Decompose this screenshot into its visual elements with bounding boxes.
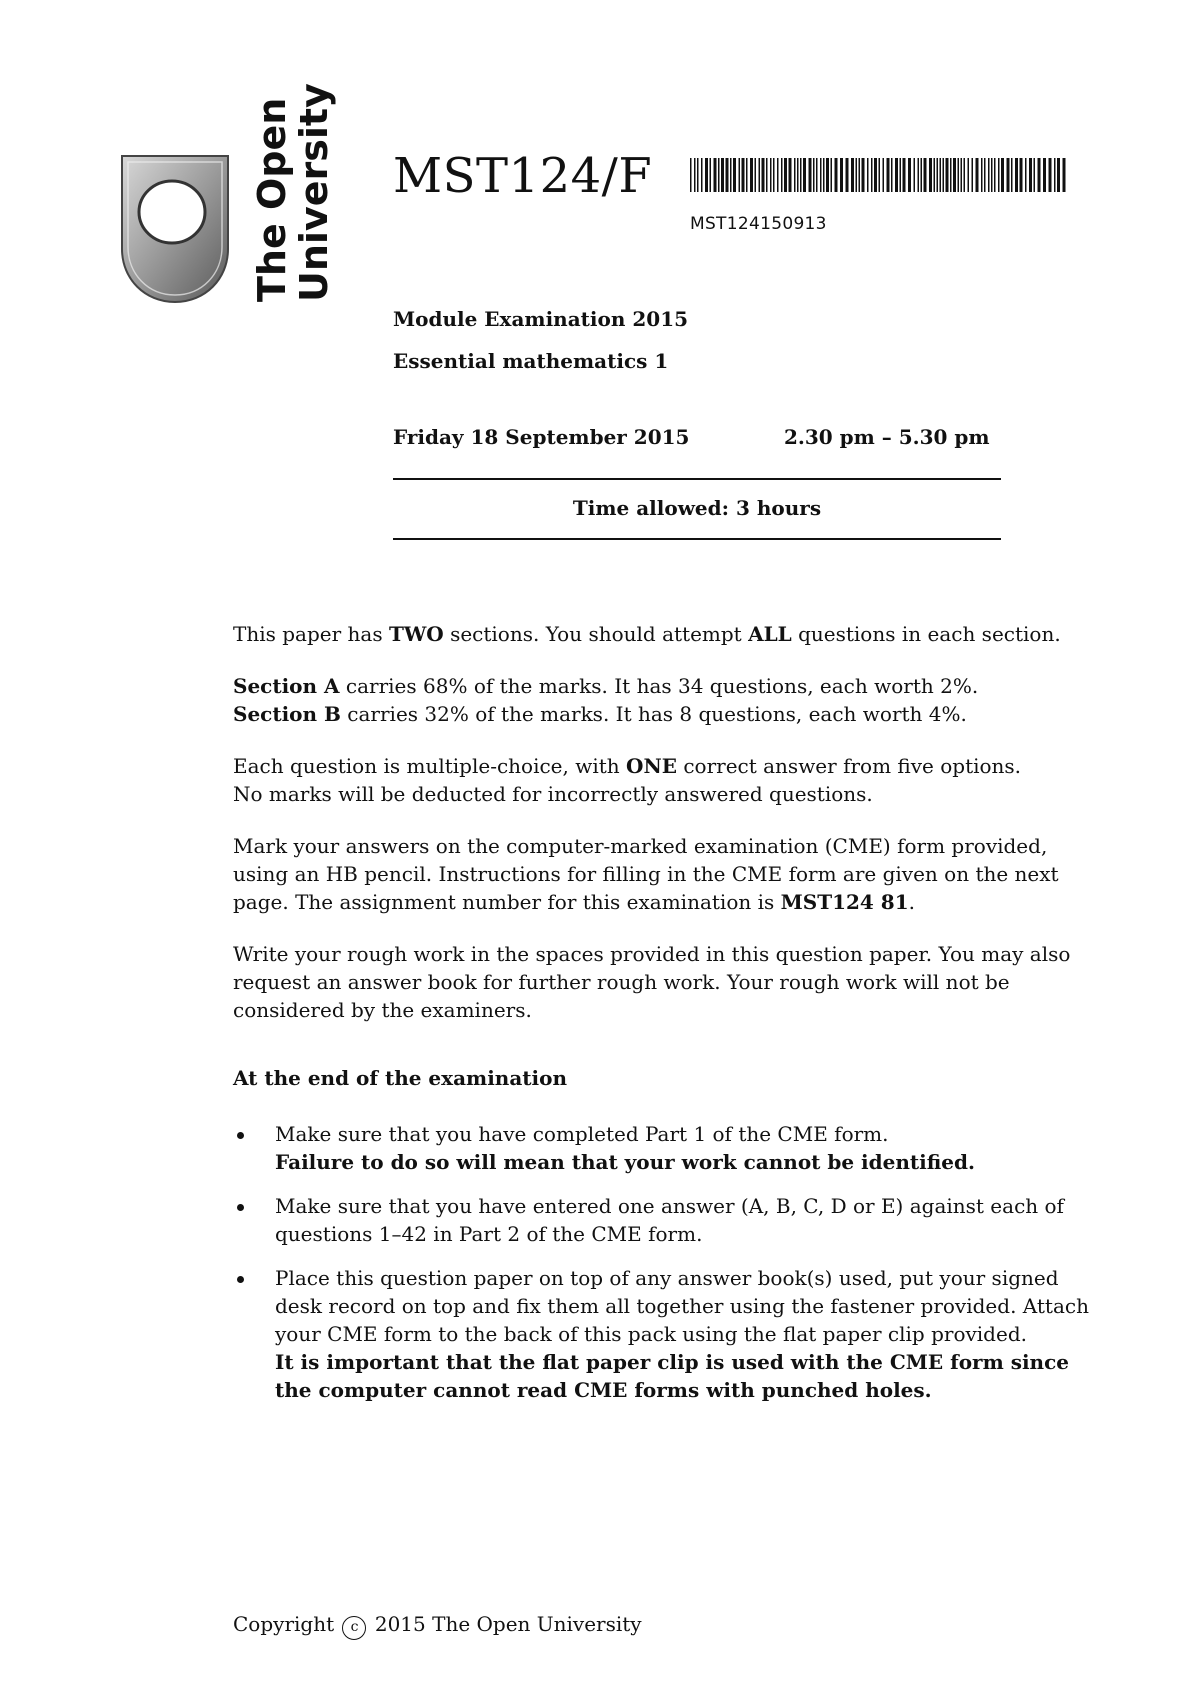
barcode-number: MST124150913 xyxy=(690,214,827,234)
time-allowed: Time allowed: 3 hours xyxy=(572,496,822,520)
end-of-exam-heading: At the end of the examination xyxy=(233,1066,568,1090)
module-title: Essential mathematics 1 xyxy=(393,349,669,373)
instruction-multiple-choice: Each question is multiple-choice, with ONE correct answer from five options. No marks will be deducted for incorrectly answered questions. xyxy=(233,754,1022,806)
instruction-cme-form: Mark your answers on the computer-marked examination (CME) form provided, using an HB pencil. Instructions for filling in the CME form are given on the next page. The assignment number for this examination is MST124 81. xyxy=(233,834,1059,914)
shield-icon xyxy=(120,154,230,304)
end-of-exam-list xyxy=(233,1120,1093,1404)
logo-line-2: University xyxy=(292,83,336,302)
instruction-sections: This paper has TWO sections. You should attempt ALL questions in each section. xyxy=(233,622,1061,646)
list-item: Make sure that you have entered one answer (A, B, C, D or E) against each of questions 1–42 in Part 2 of the CME form. xyxy=(233,1192,1093,1248)
divider-bottom xyxy=(393,538,1001,540)
logo-line-1: The Open xyxy=(250,97,294,302)
instructions xyxy=(233,620,1093,1420)
list-item: Place this question paper on top of any answer book(s) used, put your signed desk record on top and fix them all together using the fastener provided. Attach your CME form to the back of this pack using the flat paper clip provided. It is important that the flat paper clip is used with the CME form since the computer cannot read CME forms with punched holes. xyxy=(233,1264,1093,1404)
module-code: MST124/F xyxy=(393,148,653,204)
exam-time: 2.30 pm – 5.30 pm xyxy=(784,425,990,449)
copyright-icon: c xyxy=(342,1616,366,1640)
logo-wordmark xyxy=(250,83,340,304)
barcode-icon xyxy=(690,158,1068,192)
list-item: Make sure that you have completed Part 1 of the CME form. Failure to do so will mean that your work cannot be identified. xyxy=(233,1120,1093,1176)
instruction-marks: Section A carries 68% of the marks. It has 34 questions, each worth 2%. Section B carries 32% of the marks. It has 8 questions, each worth 4%. xyxy=(233,674,979,726)
copyright: Copyright c 2015 The Open University xyxy=(233,1612,642,1640)
exam-name: Module Examination 2015 xyxy=(393,307,689,331)
exam-date: Friday 18 September 2015 xyxy=(393,425,690,449)
instruction-rough-work: Write your rough work in the spaces provided in this question paper. You may also request an answer book for further rough work. Your rough work will not be considered by the examiners. xyxy=(233,942,1071,1022)
divider-top xyxy=(393,478,1001,480)
